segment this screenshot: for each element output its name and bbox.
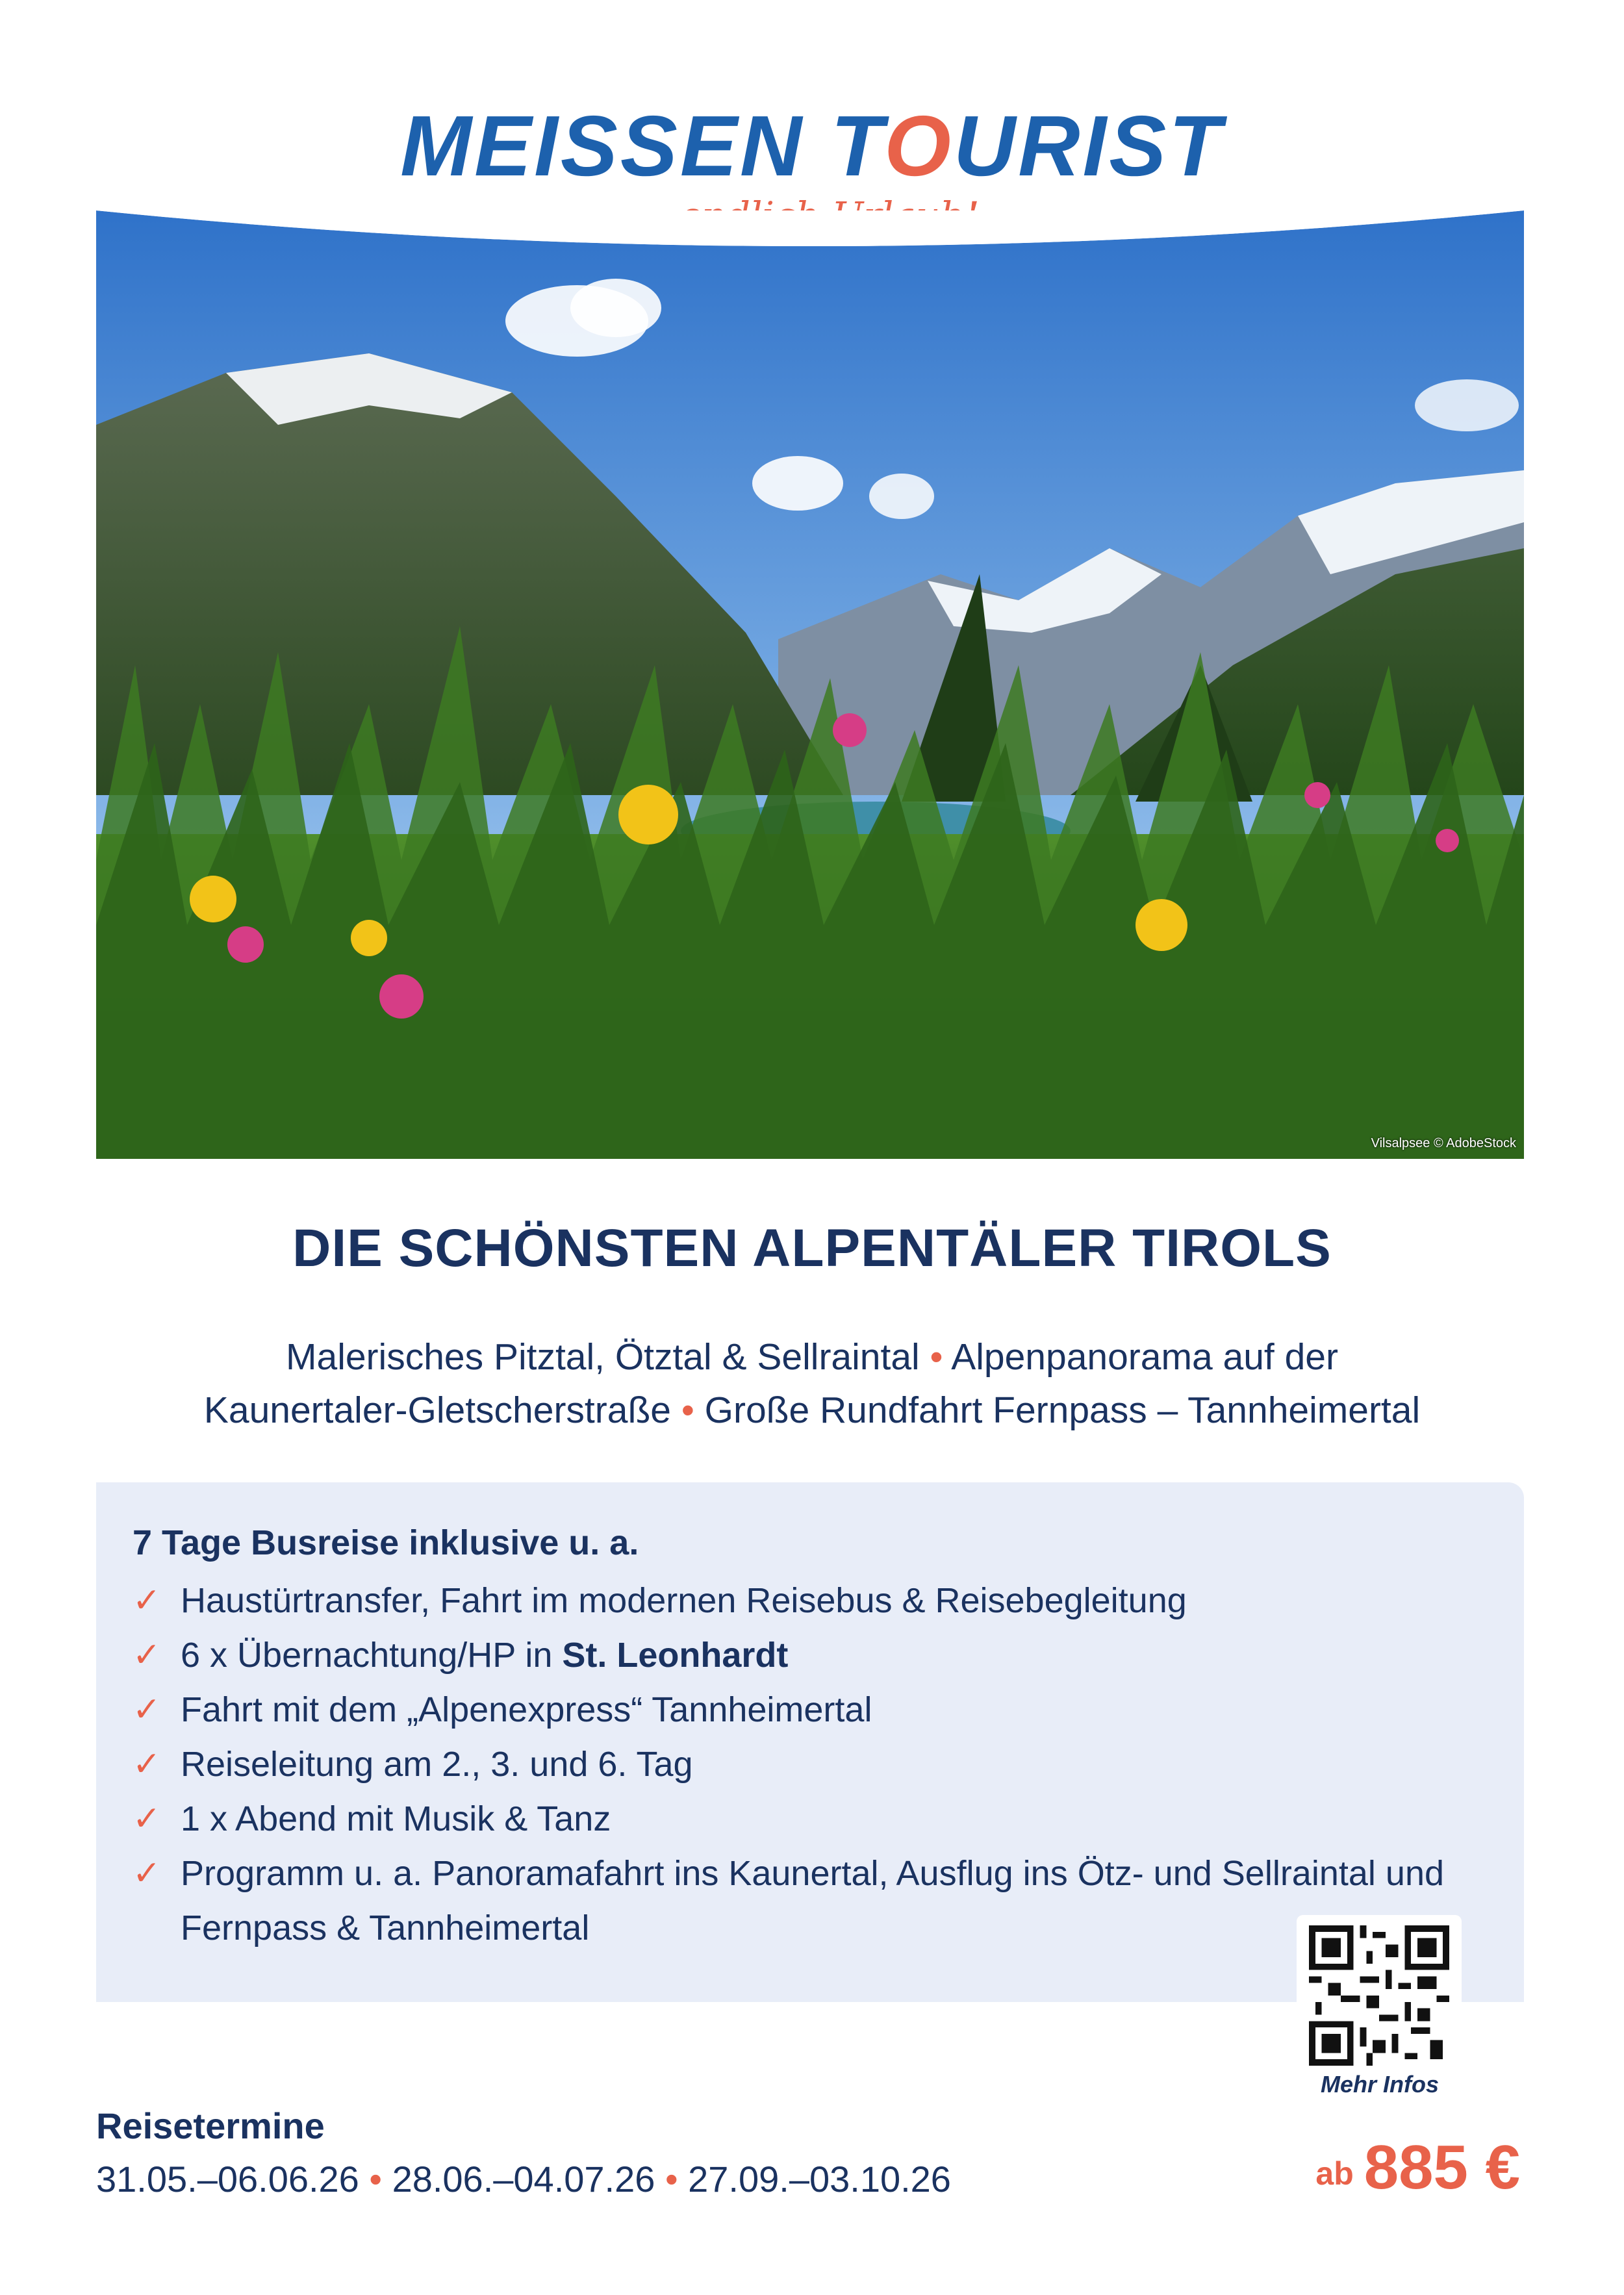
- qr-caption: Mehr Infos: [1320, 2071, 1439, 2098]
- tour-highlights: Malerisches Pitztal, Ötztal & Sellraintal • Alpenpanorama auf der Kaunertaler-Gletscherstraße • Große Rundfahrt Fernpass – Tannheimertal: [203, 1336, 1421, 1431]
- hero-image: [96, 210, 1524, 1159]
- check-icon: ✓: [133, 1800, 161, 1838]
- price-tag: [1315, 2132, 1520, 2203]
- price-amount: 885 €: [1364, 2133, 1520, 2202]
- list-item: ✓ Reiseleitung am 2., 3. und 6. Tag: [133, 1737, 1484, 1792]
- list-item: ✓ Fahrt mit dem „Alpenexpress“ Tannheimertal: [133, 1682, 1484, 1737]
- check-icon: ✓: [133, 1636, 161, 1674]
- check-icon: ✓: [133, 1691, 161, 1729]
- inclusions-title: 7 Tage Busreise inklusive u. a.: [133, 1523, 639, 1562]
- logo-wordmark: MEISSEN TOURIST: [400, 98, 1224, 194]
- qr-code[interactable]: [1297, 1915, 1462, 2076]
- list-item: ✓ 1 x Abend mit Musik & Tanz: [133, 1792, 1484, 1846]
- alpine-landscape-illustration: [96, 210, 1524, 1159]
- date-range: 28.06.–04.07.26: [392, 2159, 655, 2200]
- check-icon: ✓: [133, 1855, 161, 1892]
- date-range: 27.09.–03.10.26: [688, 2159, 951, 2200]
- qr-code-icon: [1308, 1925, 1451, 2066]
- photo-credit: Vilsalpsee © AdobeStock: [1371, 1136, 1516, 1150]
- check-icon: ✓: [133, 1745, 161, 1783]
- travel-dates-title: Reisetermine: [96, 2105, 325, 2146]
- list-item: ✓ 6 x Übernachtung/HP in St. Leonhardt: [133, 1628, 1484, 1682]
- inclusions-list: [133, 1573, 1484, 1955]
- date-range: 31.05.–06.06.26: [96, 2159, 359, 2200]
- list-item: ✓ Haustürtransfer, Fahrt im modernen Reisebus & Reisebegleitung: [133, 1573, 1484, 1628]
- list-item: ✓ Programm u. a. Panoramafahrt ins Kaunertal, Ausflug ins Ötz- und Sellraintal und Fernpass & Tannheimertal: [133, 1846, 1484, 1955]
- check-icon: ✓: [133, 1582, 161, 1619]
- page-title: DIE SCHÖNSTEN ALPENTÄLER TIROLS: [292, 1219, 1332, 1278]
- travel-dates: 31.05.–06.06.26 • 28.06.–04.07.26 • 27.09.–03.10.26: [96, 2159, 951, 2200]
- price-prefix: ab: [1315, 2155, 1354, 2192]
